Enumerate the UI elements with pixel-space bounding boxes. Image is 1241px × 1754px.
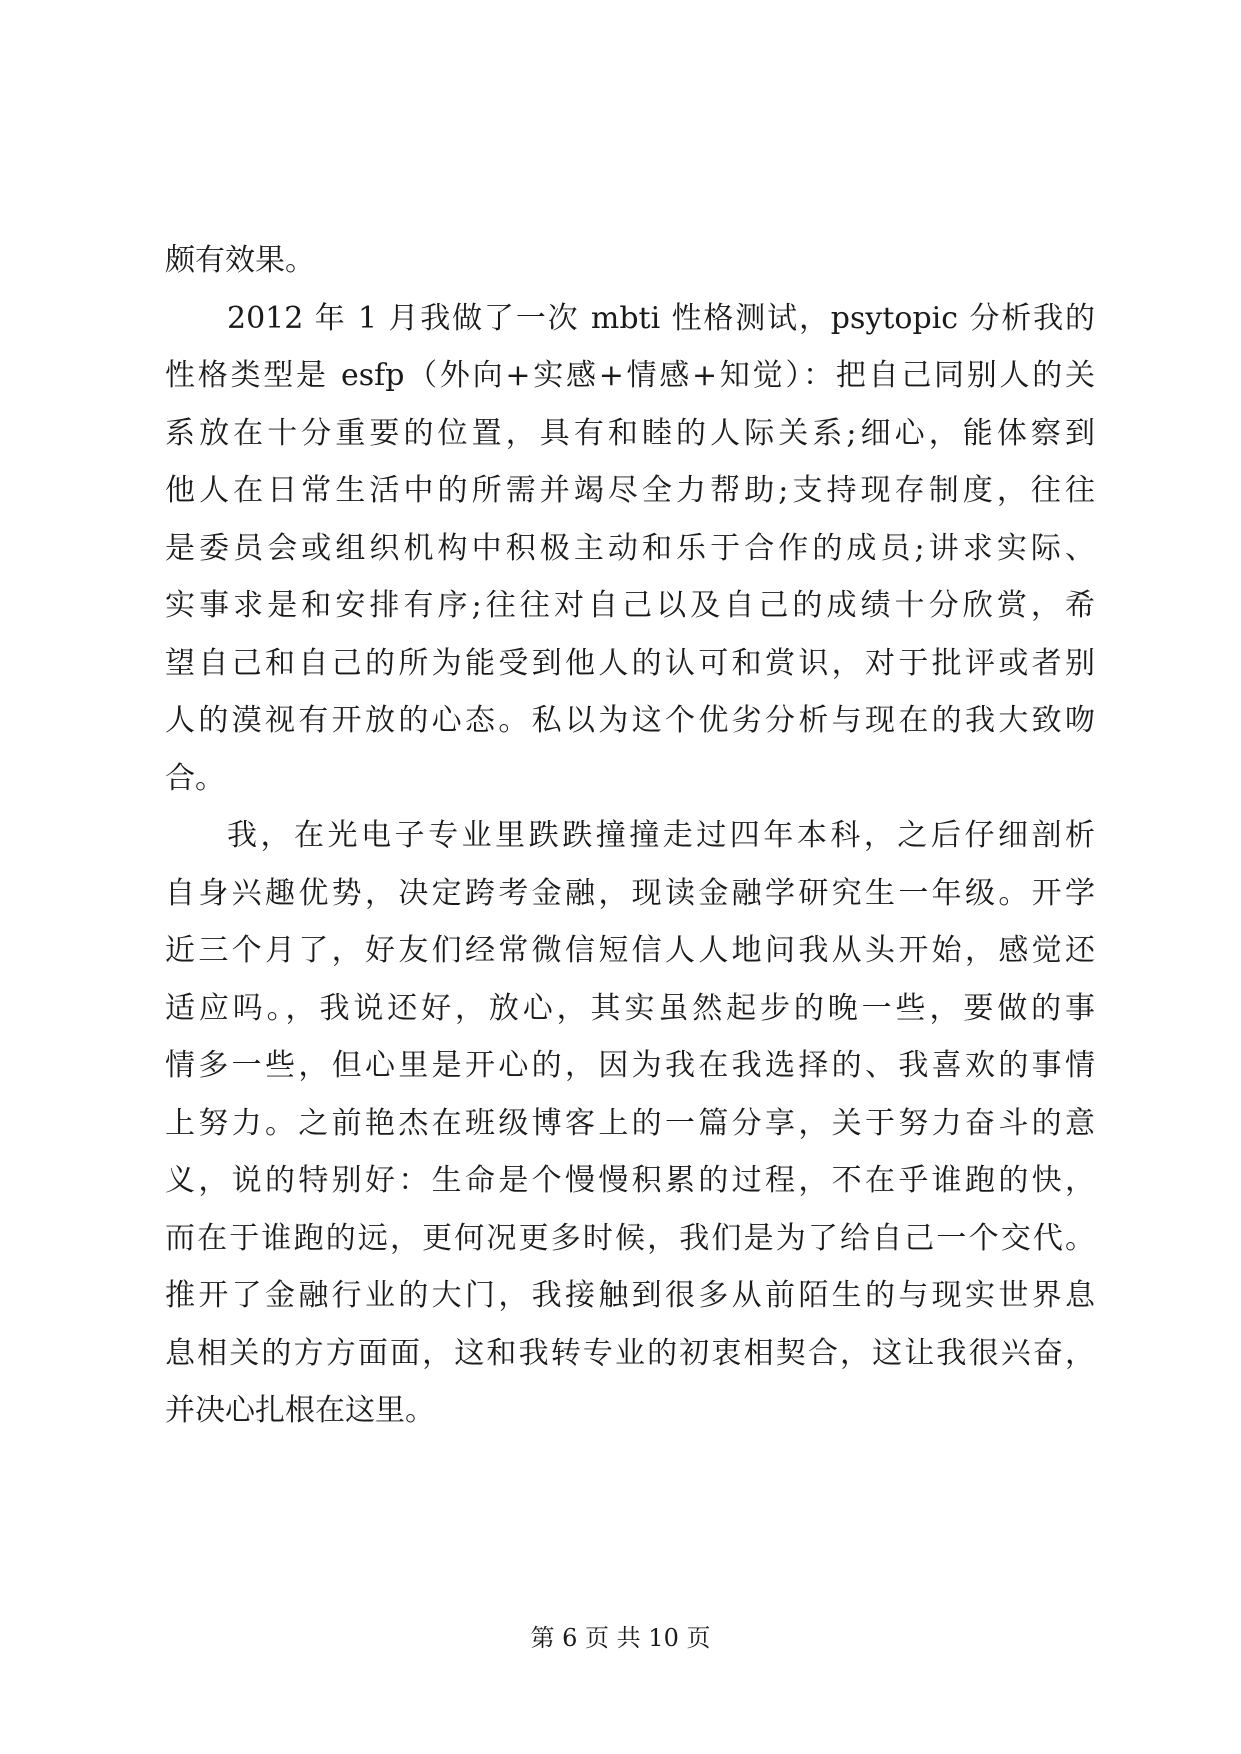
text-line: 息相关的方方面面，这和我转专业的初衷相契合，这让我很兴奋， <box>165 1335 1095 1371</box>
text-line: 推开了金融行业的大门，我接触到很多从前陌生的与现实世界息 <box>165 1278 1095 1313</box>
text-line: 望自己和自己的所为能受到他人的认可和赏识，对于批评或者别 <box>165 645 1095 681</box>
text-line: 颇有效果。 <box>165 243 315 278</box>
text-line: 而在于谁跑的远，更何况更多时候，我们是为了给自己一个交代。 <box>165 1220 1095 1256</box>
text-line: 2012 年 1 月我做了一次 mbti 性格测试，psytopic 分析我的 <box>227 300 1095 336</box>
page-number-footer: 第 6 页 共 10 页 <box>530 1624 711 1652</box>
text-line: 他人在日常生活中的所需并竭尽全力帮助;支持现存制度，往往 <box>165 473 1095 508</box>
body-text <box>165 232 1095 1440</box>
text-line: 人的漠视有开放的心态。私以为这个优劣分析与现在的我大致吻 <box>165 703 1095 738</box>
text-line: 自身兴趣优势，决定跨考金融，现读金融学研究生一年级。开学 <box>165 875 1095 911</box>
text-line: 合。 <box>165 760 225 796</box>
text-line: 系放在十分重要的位置，具有和睦的人际关系;细心，能体察到 <box>165 415 1095 451</box>
text-line: 上努力。之前艳杰在班级博客上的一篇分享，关于努力奋斗的意 <box>165 1105 1095 1141</box>
text-line: 近三个月了，好友们经常微信短信人人地问我从头开始，感觉还 <box>165 933 1095 968</box>
text-line: 是委员会或组织机构中积极主动和乐于合作的成员;讲求实际、 <box>165 530 1095 566</box>
text-line: 义，说的特别好：生命是个慢慢积累的过程，不在乎谁跑的快， <box>165 1163 1095 1198</box>
text-line: 并决心扎根在这里。 <box>165 1393 435 1428</box>
text-line: 情多一些，但心里是开心的，因为我在我选择的、我喜欢的事情 <box>165 1048 1095 1083</box>
text-line: 实事求是和安排有序;往往对自己以及自己的成绩十分欣赏，希 <box>165 588 1095 623</box>
text-line: 我，在光电子专业里跌跌撞撞走过四年本科，之后仔细剖析 <box>227 818 1095 853</box>
text-line: 适应吗。，我说还好，放心，其实虽然起步的晚一些，要做的事 <box>165 990 1095 1026</box>
text-line: 性格类型是 esfp（外向+实感+情感+知觉）：把自己同别人的关 <box>165 358 1095 393</box>
